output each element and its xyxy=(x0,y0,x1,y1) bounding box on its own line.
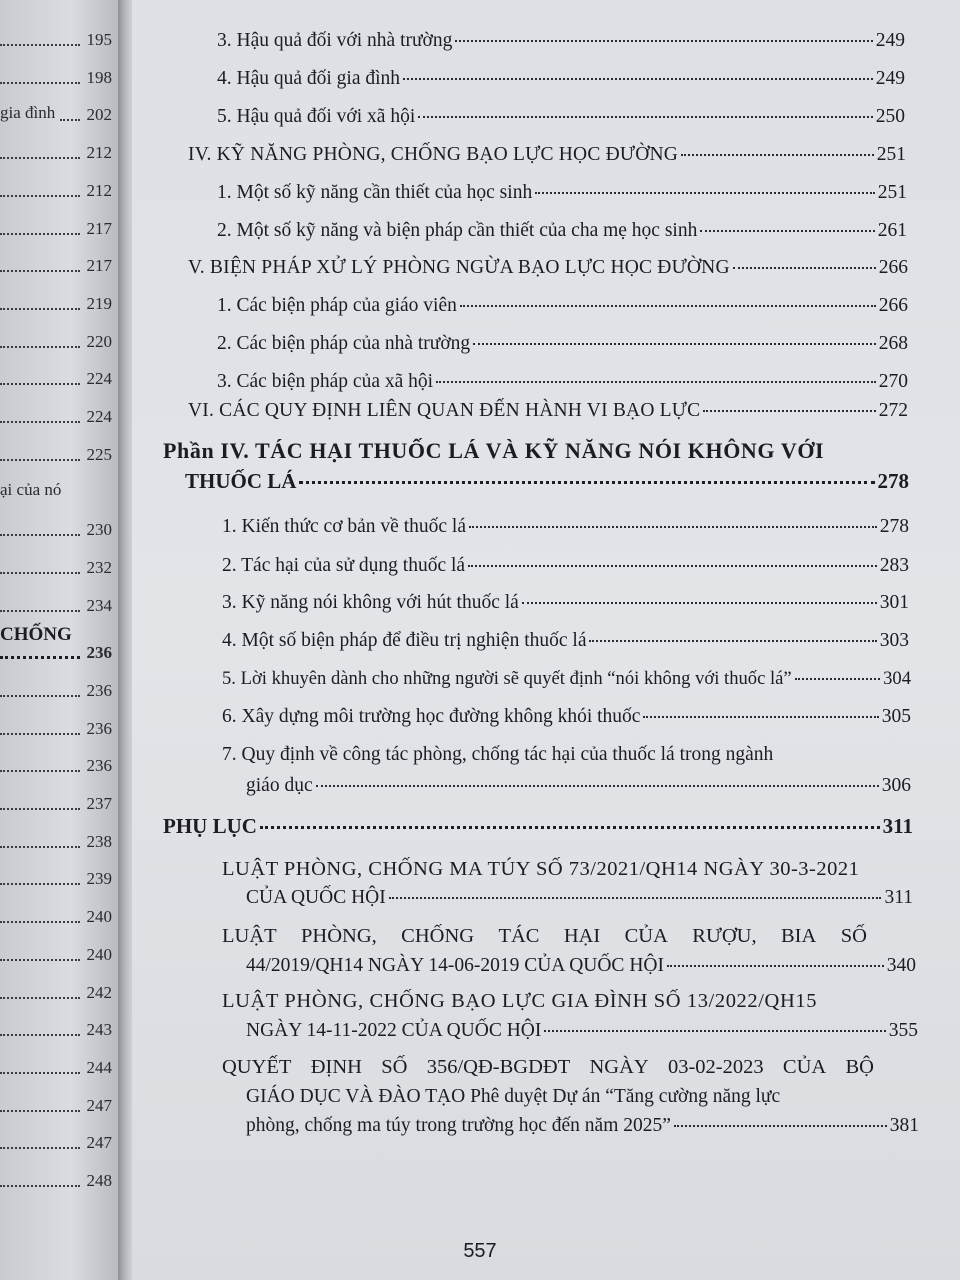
facing-toc-row xyxy=(0,324,112,354)
appendix-title: PHỤ LỤC xyxy=(163,814,257,838)
word: LUẬT xyxy=(222,925,277,947)
facing-toc-page: 236 xyxy=(86,756,112,776)
facing-toc-row xyxy=(0,937,112,967)
facing-toc-row xyxy=(0,286,112,316)
toc-entry-page: 266 xyxy=(878,295,908,316)
toc-entry-title: 1. Các biện pháp của giáo viên xyxy=(217,295,457,316)
facing-toc-text: gia đình xyxy=(0,103,56,123)
toc-entry-title: 3. Kỹ năng nói không với hút thuốc lá xyxy=(222,592,519,613)
toc-entry-title: 4. Một số biện pháp để điều trị nghiện thuốc lá xyxy=(222,630,587,651)
facing-toc-page: 237 xyxy=(86,794,112,813)
facing-toc-row xyxy=(0,1125,112,1155)
facing-toc-page: 230 xyxy=(86,520,112,540)
toc-entry xyxy=(222,630,909,652)
toc-entry xyxy=(217,106,905,128)
facing-toc-row xyxy=(0,673,112,703)
toc-entry xyxy=(222,668,911,690)
facing-toc-row xyxy=(0,173,112,203)
facing-toc-page: 238 xyxy=(86,831,112,851)
facing-toc-row xyxy=(0,60,112,90)
toc-section xyxy=(188,400,908,422)
appendix-entry-page: 381 xyxy=(889,1115,919,1136)
part-heading: Phần IV. TÁC HẠI THUỐC LÁ VÀ KỸ NĂNG NÓI KHÔNG VỚI xyxy=(163,438,825,463)
facing-toc-row xyxy=(0,1088,112,1118)
toc-entry-title: 6. Xây dựng môi trường học đường không khói thuốc xyxy=(222,706,641,727)
part-heading-title: THUỐC LÁ xyxy=(185,469,297,493)
toc-entry xyxy=(246,775,911,797)
facing-toc-row xyxy=(0,248,112,278)
facing-toc-page: 247 xyxy=(86,1095,112,1115)
toc-entry-page: 261 xyxy=(877,220,907,241)
toc-section-page: 251 xyxy=(876,144,906,165)
facing-toc-text: ại của nó xyxy=(0,480,62,500)
facing-toc-page: 236 xyxy=(86,643,112,663)
toc-entry-page: 306 xyxy=(881,775,911,796)
appendix-entry-title: LUẬT PHÒNG, CHỐNG MA TÚY SỐ 73/2021/QH14 NGÀY 30-3-2021 xyxy=(222,858,860,880)
facing-toc-page: 236 xyxy=(86,680,112,700)
toc-entry xyxy=(217,295,908,317)
toc-section-title: VI. CÁC QUY ĐỊNH LIÊN QUAN ĐẾN HÀNH VI BẠO LỰC xyxy=(188,400,701,421)
toc-entry-title: 3. Hậu quả đối với nhà trường xyxy=(217,30,453,51)
appendix-entry xyxy=(246,1115,919,1137)
facing-toc-page: 212 xyxy=(86,143,112,163)
word: TÁC xyxy=(498,925,540,947)
toc-entry xyxy=(222,555,909,577)
toc-entry-title: 7. Quy định về công tác phòng, chống tác hại của thuốc lá trong ngành xyxy=(222,744,774,765)
facing-toc-row xyxy=(0,474,112,504)
facing-toc-row xyxy=(0,97,112,127)
toc-entry-title: 3. Các biện pháp của xã hội xyxy=(217,371,434,392)
toc-entry-page: 303 xyxy=(879,630,909,651)
toc-section-title: V. BIỆN PHÁP XỬ LÝ PHÒNG NGỪA BẠO LỰC HỌC ĐƯỜNG xyxy=(188,257,730,278)
appendix-entry-page: 311 xyxy=(884,887,913,908)
toc-section-title: IV. KỸ NĂNG PHÒNG, CHỐNG BẠO LỰC HỌC ĐƯỜNG xyxy=(188,144,679,165)
facing-toc-page: 224 xyxy=(86,369,112,389)
toc-entry-title: 5. Lời khuyên dành cho những người sẽ quyết định “nói không với thuốc lá” xyxy=(222,668,792,689)
facing-toc-page: 243 xyxy=(86,1020,112,1040)
word: HẠI xyxy=(563,925,601,947)
facing-toc-row xyxy=(0,711,112,741)
toc-entry-page: 250 xyxy=(875,106,905,127)
facing-toc-row xyxy=(0,588,112,618)
facing-toc-row xyxy=(0,399,112,429)
appendix-entry xyxy=(246,1020,918,1042)
word: PHÒNG, xyxy=(301,925,377,947)
toc-entry xyxy=(217,220,907,242)
toc-section-page: 272 xyxy=(878,400,908,421)
toc-entry-title: 5. Hậu quả đối với xã hội xyxy=(217,106,416,127)
facing-page xyxy=(0,0,118,1280)
facing-toc-row xyxy=(0,437,112,467)
facing-toc-row xyxy=(0,861,112,891)
toc-entry xyxy=(222,516,909,538)
toc-entry xyxy=(217,333,908,355)
appendix-page: 311 xyxy=(882,814,913,838)
facing-toc-page: 224 xyxy=(86,407,112,426)
facing-toc-row xyxy=(0,135,112,165)
toc-entry-page: 270 xyxy=(878,371,908,392)
toc-entry-title: 2. Một số kỹ năng và biện pháp cần thiết của cha mẹ học sinh xyxy=(217,220,698,241)
toc-entry-page: 283 xyxy=(879,555,909,576)
toc-entry-page: 249 xyxy=(875,68,905,89)
word: BIA xyxy=(781,925,817,947)
appendix-entry-title xyxy=(222,925,867,947)
appendix-entry-title-continued: NGÀY 14-11-2022 CỦA QUỐC HỘI xyxy=(246,1020,542,1041)
facing-toc-page: 220 xyxy=(86,331,112,351)
facing-toc-page: 240 xyxy=(86,907,112,927)
facing-toc-page: 217 xyxy=(86,256,112,276)
toc-section xyxy=(188,144,906,166)
toc-entry-page: 249 xyxy=(875,30,905,51)
toc-section xyxy=(188,257,908,279)
toc-entry-title: 4. Hậu quả đối gia đình xyxy=(217,68,401,89)
toc-entry-page: 268 xyxy=(878,333,908,354)
facing-toc-page: 244 xyxy=(86,1057,112,1077)
facing-heading: CHỐNG xyxy=(0,624,72,645)
word: SỐ xyxy=(840,925,867,947)
facing-toc-row xyxy=(0,211,112,241)
facing-toc-row xyxy=(0,22,112,52)
facing-toc-row xyxy=(0,748,112,778)
toc-entry-title: 2. Các biện pháp của nhà trường xyxy=(217,333,471,354)
appendix-entry-page: 355 xyxy=(888,1020,918,1041)
toc-entry xyxy=(217,68,905,90)
facing-toc-row xyxy=(0,512,112,542)
word: CHỐNG xyxy=(401,925,475,947)
facing-toc-row xyxy=(0,550,112,580)
facing-toc-page: 239 xyxy=(86,869,112,889)
facing-toc-page: 217 xyxy=(86,218,112,238)
toc-entry-page: 305 xyxy=(881,706,911,727)
toc-entry-page: 278 xyxy=(879,516,909,537)
facing-toc-row xyxy=(0,824,112,854)
facing-toc-page: 236 xyxy=(86,718,112,738)
appendix-entry-title-continued: CỦA QUỐC HỘI xyxy=(246,887,386,908)
facing-toc-page: 212 xyxy=(86,180,112,200)
toc-entry xyxy=(217,371,908,393)
facing-toc-page: 240 xyxy=(86,944,112,964)
facing-toc-page: 202 xyxy=(86,105,112,125)
word: CỦA xyxy=(624,925,668,947)
toc-entry-title: 1. Kiến thức cơ bản về thuốc lá xyxy=(222,516,466,537)
word: QUYẾT xyxy=(222,1056,292,1078)
facing-toc-page: 219 xyxy=(86,293,112,313)
word: BỘ xyxy=(845,1056,874,1078)
toc-entry-title: 1. Một số kỹ năng cần thiết của học sinh xyxy=(217,182,533,203)
word: CỦA xyxy=(782,1056,827,1078)
appendix-heading xyxy=(163,815,913,837)
word: ĐỊNH xyxy=(310,1056,362,1078)
word: SỐ xyxy=(381,1056,408,1078)
appendix-entry xyxy=(246,887,913,909)
part-heading-page: 278 xyxy=(877,469,909,493)
facing-toc-page: 234 xyxy=(86,595,112,615)
toc-entry xyxy=(222,706,911,728)
toc-entry xyxy=(217,30,905,52)
word: NGÀY xyxy=(589,1056,649,1078)
toc-entry-page: 304 xyxy=(883,668,911,689)
appendix-entry-title-continued: GIÁO DỤC VÀ ĐÀO TẠO Phê duyệt Dự án “Tăng cường năng lực xyxy=(246,1086,781,1107)
part-heading-continued xyxy=(185,470,909,492)
facing-toc-page: 248 xyxy=(86,1171,112,1190)
toc-entry-page: 301 xyxy=(879,592,909,613)
facing-toc-page: 247 xyxy=(86,1133,112,1153)
word: RƯỢU, xyxy=(692,925,757,947)
toc-section-page: 266 xyxy=(878,257,908,278)
word: 03-02-2023 xyxy=(667,1056,764,1078)
facing-toc-page: 232 xyxy=(86,557,112,577)
facing-toc-row xyxy=(0,1050,112,1080)
facing-toc-row xyxy=(0,1012,112,1042)
facing-toc-row xyxy=(0,1163,112,1193)
facing-toc-page: 225 xyxy=(86,444,112,464)
appendix-entry-title-continued: phòng, chống ma túy trong trường học đến năm 2025” xyxy=(246,1115,671,1136)
facing-toc-page: 195 xyxy=(86,30,112,49)
facing-toc-page: 242 xyxy=(86,982,112,1002)
facing-toc-row xyxy=(0,975,112,1005)
word: 356/QĐ-BGDĐT xyxy=(426,1056,571,1078)
book-spine xyxy=(118,0,132,1280)
facing-toc-page: 198 xyxy=(86,67,112,87)
appendix-entry-title-continued: 44/2019/QH14 NGÀY 14-06-2019 CỦA QUỐC HỘI xyxy=(246,955,664,976)
toc-entry xyxy=(217,182,907,204)
page-number: 557 xyxy=(463,1240,497,1262)
facing-toc-row xyxy=(0,899,112,929)
appendix-entry-title: LUẬT PHÒNG, CHỐNG BẠO LỰC GIA ĐÌNH SỐ 13/2022/QH15 xyxy=(222,990,818,1012)
appendix-entry-title xyxy=(222,1056,874,1078)
toc-entry xyxy=(222,592,909,614)
appendix-entry-page: 340 xyxy=(886,955,916,976)
facing-toc-row xyxy=(0,786,112,816)
toc-entry-title-continued: giáo dục xyxy=(246,775,313,796)
toc-entry-page: 251 xyxy=(877,182,907,203)
facing-toc-row xyxy=(0,361,112,391)
toc-entry-title: 2. Tác hại của sử dụng thuốc lá xyxy=(222,555,466,576)
appendix-entry xyxy=(246,955,916,977)
